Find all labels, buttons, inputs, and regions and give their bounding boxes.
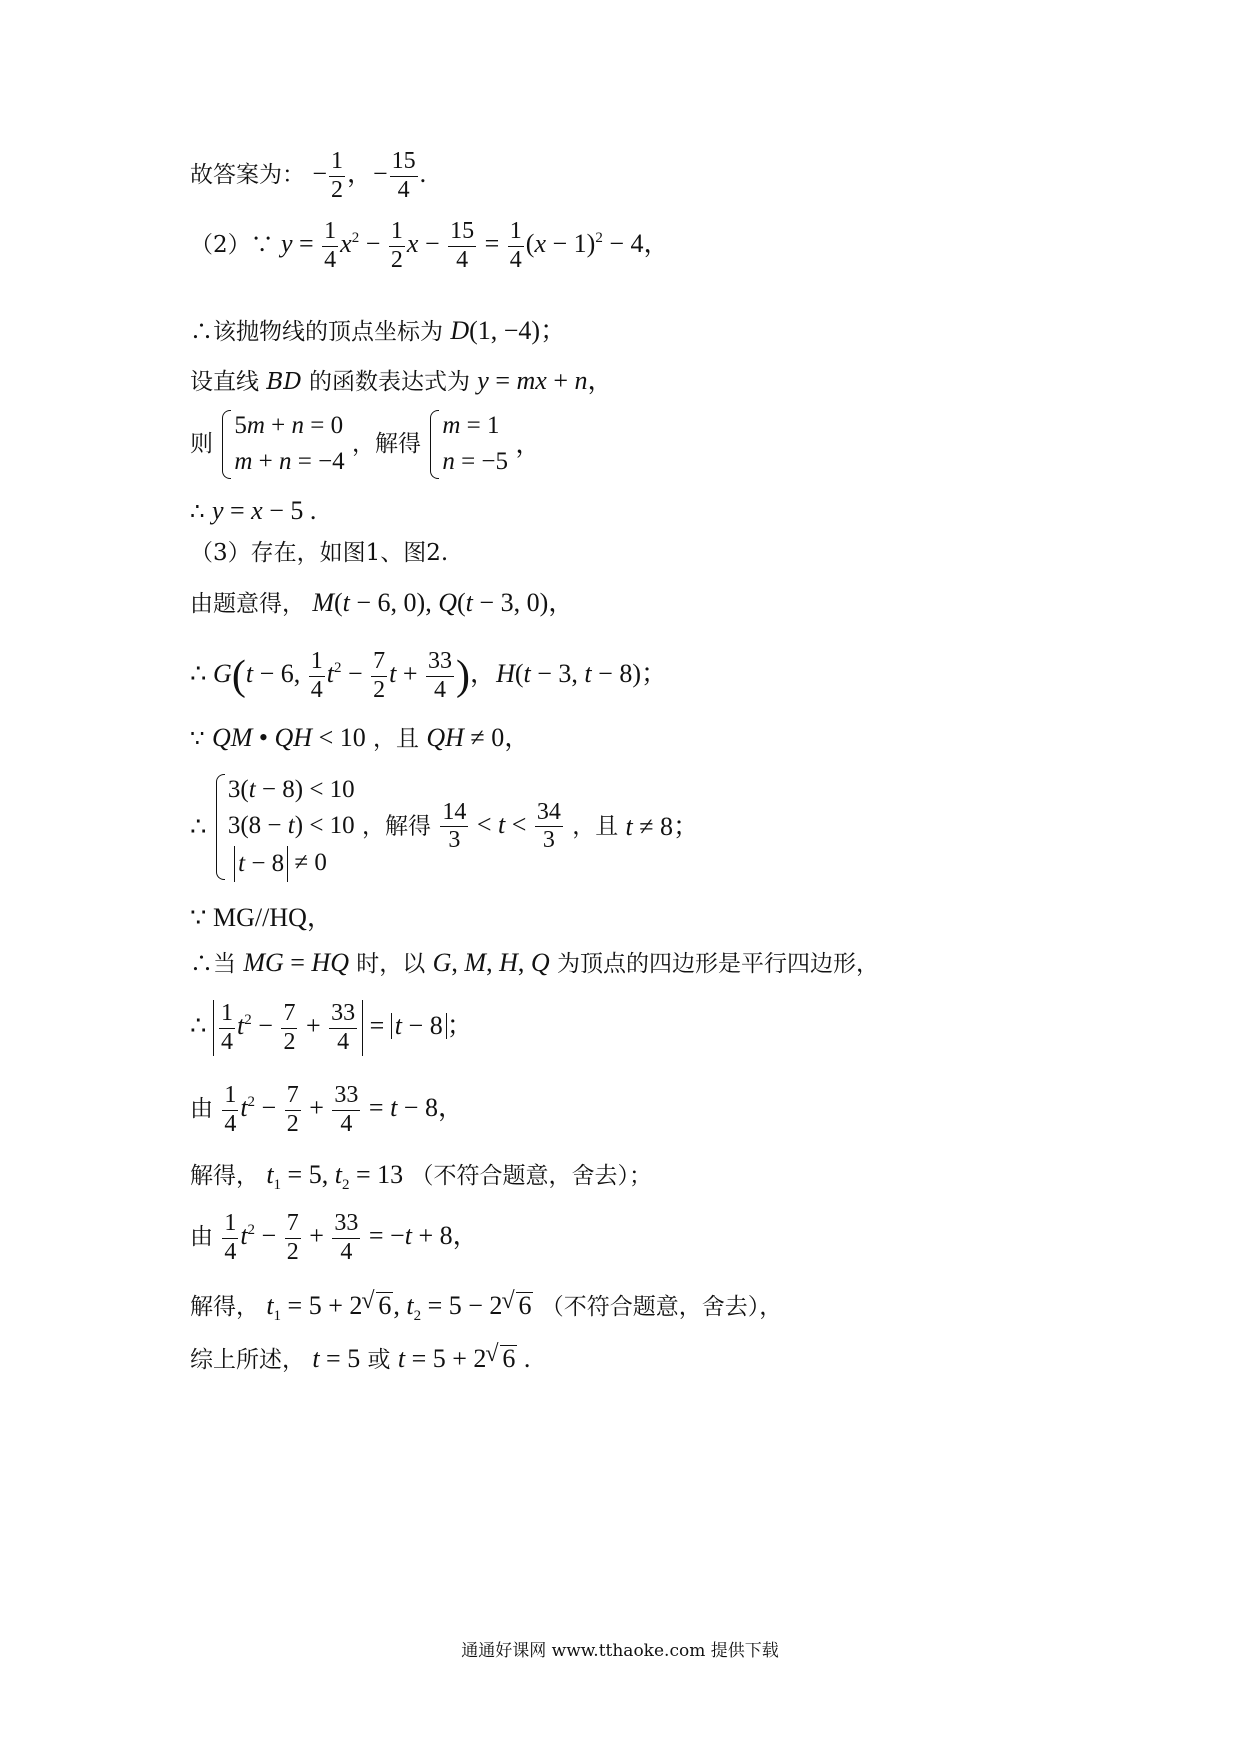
answer-line: 故答案为： − $\frac{1}{2}$ ，− $\frac{15}{4}$ . (190, 148, 427, 203)
part2-equation: （2）∵ y = $\frac{1}{4}$ $x^2$ − $\frac{1}{2}$ x − $\frac{15}{4}$ = $\frac{1}{4}$ $(x - 1)^2 - 4$， (190, 218, 670, 273)
part3-heading: （3）存在，如图1、图2. (190, 540, 449, 566)
case2-solution: 解得， $t_1 = 5 + 2√$ 6, $t_2 = 5 - 2√$ 6 （不符合题意，舍去）， (190, 1292, 782, 1324)
gh-coords: ∴ G(t − 6, $\frac{1}{4}$ $t^2$ − $\frac{7}{2}$ t + $\frac{33}{4}$ )，H(t − 3, t − 8)； (190, 648, 667, 703)
system-line-1: 则 5m + n = 0 m + n = −4 ，解得 m = 1 n = −5 ， (190, 408, 541, 481)
case1-solution: 解得， $t_1 = 5$, $t_2 = 13$ （不符合题意，舍去）； (190, 1160, 652, 1193)
case1-equation: 由 $\frac{1}{4}$ $t^2$ − $\frac{7}{2}$ + $\frac{33}{4}$ = t − 8， (190, 1082, 464, 1137)
answer-values: − $\frac{1}{2}$ ，− $\frac{15}{4}$ . (312, 148, 427, 203)
page-footer: 通通好课网 www.tthaoke.com 提供下载 (461, 1641, 779, 1661)
bd-result: ∴ y = x − 5 . (190, 496, 317, 525)
case2-equation: 由 $\frac{1}{4}$ $t^2$ − $\frac{7}{2}$ + $\frac{33}{4}$ = −t + 8， (190, 1210, 479, 1265)
line-bd-def: 设直线 BD 的函数表达式为 y = mx + n， (190, 366, 614, 395)
vertex-line: ∴该抛物线的顶点坐标为 D(1, −4)； (190, 316, 567, 345)
mq-coords: 由题意得， M(t − 6, 0), Q(t − 3, 0)， (190, 588, 575, 617)
inequality-system: ∴ 3(t − 8) < 10 3(8 − t) < 10 t − 8 ≠ 0 ，解得 $\frac{14}{3}$ < t < $\frac{34}{3}$ ，且 t ≠ 8； (190, 772, 699, 882)
abs-equation: ∴ $\frac{1}{4}$ $t^2$ − $\frac{7}{2}$ + $\frac{33}{4}$ = t − 8 ； (190, 1000, 473, 1055)
condition-line: ∵ QM • QH < 10 ，且 QH ≠ 0， (190, 723, 531, 752)
parallel-line: ∵ MG//HQ， (190, 903, 333, 932)
parallelogram-condition: ∴当 MG = HQ 时，以 G, M, H, Q 为顶点的四边形是平行四边形， (190, 948, 879, 977)
conclusion-line: 综上所述， t = 5 或 t = 5 + 2√ 6 . (190, 1345, 530, 1372)
